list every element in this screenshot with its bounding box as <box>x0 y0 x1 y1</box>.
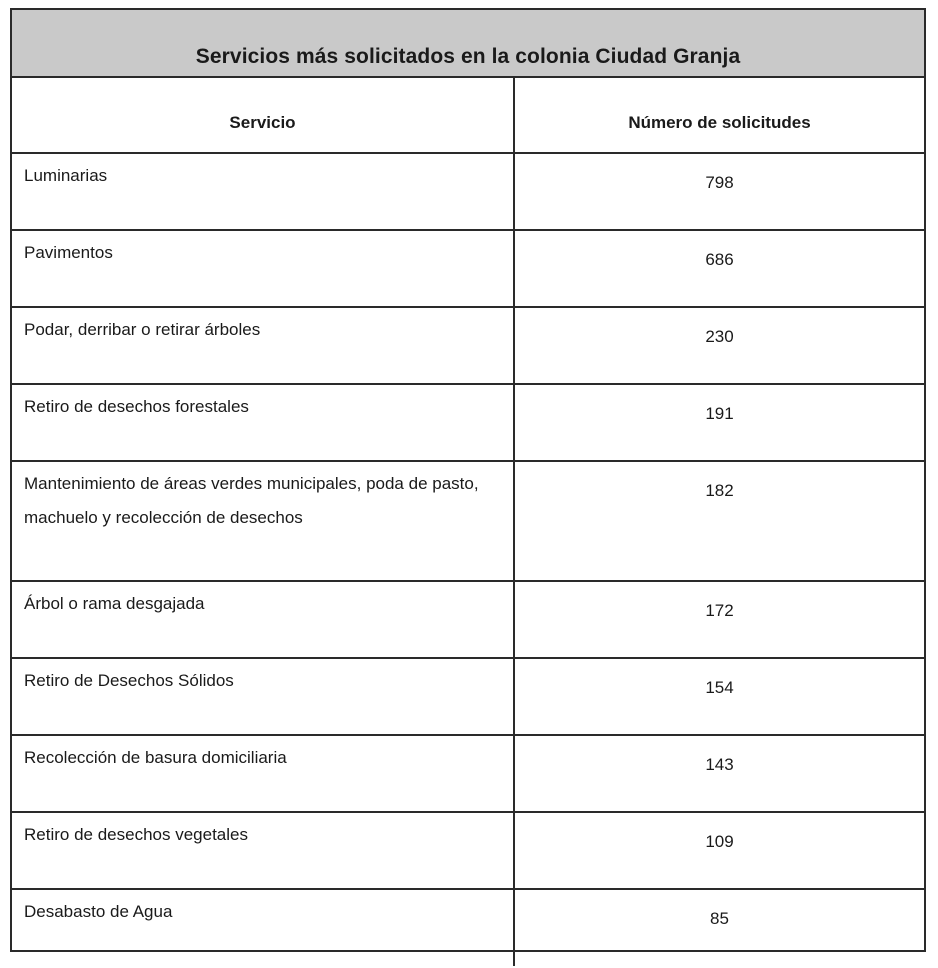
count-cell: 191 <box>514 384 924 461</box>
table-row <box>12 307 924 384</box>
table-row <box>12 812 924 889</box>
service-cell: Árbol o rama desgajada <box>12 581 514 658</box>
count-cell: 85 <box>514 889 924 966</box>
table-row <box>12 889 924 966</box>
service-cell: Retiro de desechos forestales <box>12 384 514 461</box>
services-table-document <box>10 8 926 952</box>
service-cell: Recolección de basura domiciliaria <box>12 735 514 812</box>
count-cell: 109 <box>514 812 924 889</box>
table-row <box>12 461 924 581</box>
table-title-bar <box>12 10 924 78</box>
service-cell: Desabasto de Agua <box>12 889 514 966</box>
column-header-service: Servicio <box>12 77 514 153</box>
service-cell: Luminarias <box>12 153 514 230</box>
service-cell: Podar, derribar o retirar árboles <box>12 307 514 384</box>
count-cell: 230 <box>514 307 924 384</box>
services-table <box>12 76 924 966</box>
service-cell: Retiro de desechos vegetales <box>12 812 514 889</box>
column-header-count: Número de solicitudes <box>514 77 924 153</box>
service-cell: Pavimentos <box>12 230 514 307</box>
count-cell: 143 <box>514 735 924 812</box>
count-cell: 798 <box>514 153 924 230</box>
table-row <box>12 658 924 735</box>
table-row <box>12 384 924 461</box>
table-row <box>12 230 924 307</box>
table-row <box>12 153 924 230</box>
count-cell: 172 <box>514 581 924 658</box>
table-row <box>12 581 924 658</box>
service-cell: Retiro de Desechos Sólidos <box>12 658 514 735</box>
count-cell: 154 <box>514 658 924 735</box>
table-row <box>12 735 924 812</box>
table-title: Servicios más solicitados en la colonia Ciudad Granja <box>195 45 741 68</box>
header-row <box>12 77 924 153</box>
count-cell: 182 <box>514 461 924 581</box>
service-cell: Mantenimiento de áreas verdes municipales, poda de pasto, machuelo y recolección de desechos <box>12 461 514 581</box>
count-cell: 686 <box>514 230 924 307</box>
